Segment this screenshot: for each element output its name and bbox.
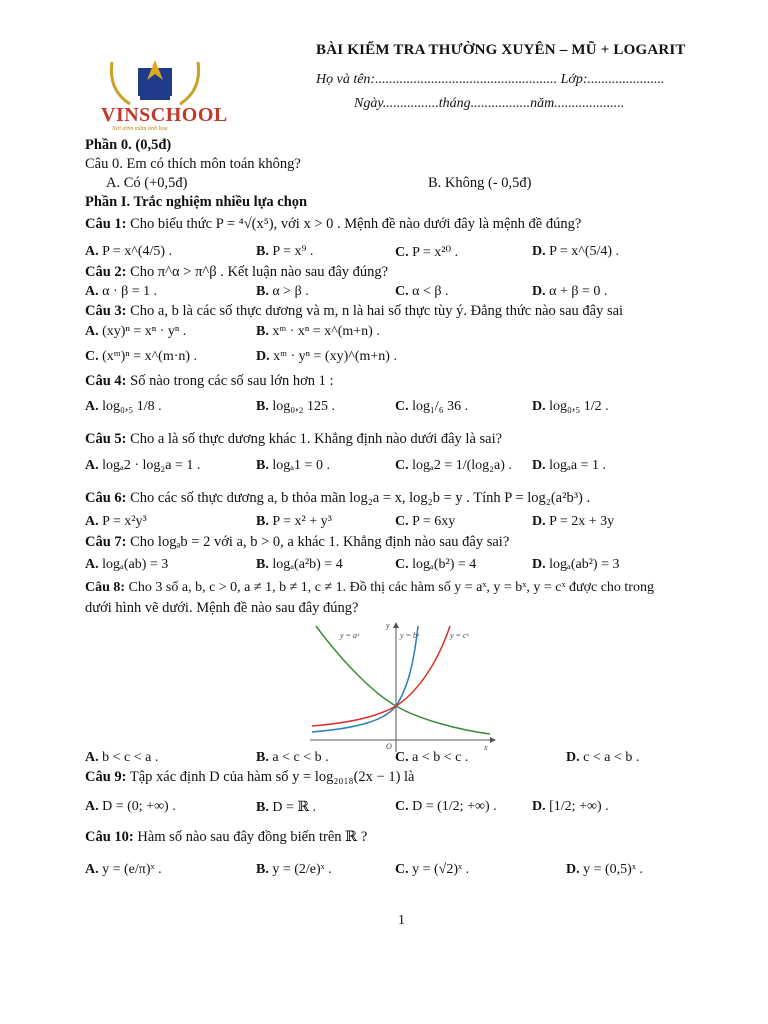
q5-option-b <box>256 458 330 474</box>
q7-option-d <box>532 557 619 573</box>
label-d: D. <box>532 514 546 529</box>
q1 <box>85 216 581 233</box>
x-axis-arrow-icon <box>490 737 496 743</box>
label-b: B. <box>256 862 269 877</box>
logo-name: VINSCHOOL <box>101 104 228 126</box>
q6-option-a <box>85 514 147 530</box>
q4-a-text: log₀,₅ 1/8 . <box>102 399 162 414</box>
q10-label: Câu 10: <box>85 829 134 845</box>
q5-label: Câu 5: <box>85 431 127 447</box>
q1-c-text: P = x²⁰ . <box>412 245 459 260</box>
date-line: Ngày................tháng.................năm.................... <box>354 96 625 111</box>
q1-text: Cho biểu thức P = ⁴√(x⁵), với x > 0 . Mệnh đề nào dưới đây là mệnh đề đúng? <box>130 216 582 232</box>
q3-option-c <box>85 349 197 365</box>
q9 <box>85 769 415 786</box>
q10-text: Hàm số nào sau đây đồng biến trên ℝ ? <box>137 829 368 845</box>
label-b: B. <box>256 514 269 529</box>
origin-label: O <box>386 742 392 751</box>
label-c: C. <box>395 750 409 765</box>
q3-option-a <box>85 324 186 340</box>
q6-option-c <box>395 514 455 530</box>
label-a: A. <box>85 399 99 414</box>
q9-label: Câu 9: <box>85 769 127 785</box>
label-a: A. <box>85 750 99 765</box>
q6 <box>85 490 590 507</box>
logo-tagline: Nơi ươm mầm tinh hoa <box>112 126 168 132</box>
q2-option-b <box>256 284 309 300</box>
label-a: A. <box>85 458 99 473</box>
q8-exponential-graph <box>310 622 496 752</box>
q10-b-text: y = (2/e)ˣ . <box>272 862 332 877</box>
label-d: D. <box>566 862 580 877</box>
q8-option-a <box>85 750 158 766</box>
label-a: A. <box>85 324 99 339</box>
q8-text: Cho 3 số a, b, c > 0, a ≠ 1, b ≠ 1, c ≠ 1. Đồ thị các hàm số y = aˣ, y = bˣ, y = cˣ được cho trong <box>128 580 654 595</box>
q0-text: Câu 0. Em có thích môn toán không? <box>85 156 301 172</box>
q1-label: Câu 1: <box>85 216 127 232</box>
q6-option-d <box>532 514 614 530</box>
q1-option-c <box>395 244 458 261</box>
name-class-line: Họ và tên:.................................................... Lớp:...................... <box>316 72 665 87</box>
page-number: 1 <box>398 913 405 928</box>
q4-d-text: log₀,₅ 1/2 . <box>549 399 609 414</box>
label-a: A. <box>85 244 99 259</box>
label-c: C. <box>395 557 409 572</box>
label-b: B. <box>256 800 269 815</box>
label-c: C. <box>395 458 409 473</box>
q7-b-text: logₐ(a²b) = 4 <box>272 557 343 572</box>
label-b: B. <box>256 399 269 414</box>
q2-text: Cho π^α > π^β . Kết luận nào sau đây đúng? <box>130 264 389 280</box>
q2-a-text: α · β = 1 . <box>102 284 158 299</box>
q1-b-text: P = x⁹ . <box>272 244 314 259</box>
q3-a-text: (xy)ⁿ = xⁿ · yⁿ . <box>102 324 187 339</box>
q10-option-d <box>566 862 643 878</box>
q5-option-d <box>532 458 606 474</box>
curve-a <box>316 626 490 734</box>
q10-c-text: y = (√2)ˣ . <box>412 862 470 877</box>
q2-b-text: α > β . <box>272 284 309 299</box>
q10-option-a <box>85 862 162 878</box>
q2-c-text: α < β . <box>412 284 449 299</box>
q8-option-c <box>395 750 468 766</box>
label-d: D. <box>532 557 546 572</box>
q2-option-d <box>532 284 607 300</box>
q9-d-text: [1/2; +∞) . <box>549 799 609 814</box>
axis-y-label: y <box>386 622 390 630</box>
label-a: A. <box>85 557 99 572</box>
q1-option-a <box>85 244 172 260</box>
q7-option-a <box>85 557 168 573</box>
q7-label: Câu 7: <box>85 534 127 550</box>
label-b-curve: y = bˣ <box>400 631 420 640</box>
q5-text: Cho a là số thực dương khác 1. Khẳng định nào dưới đây là sai? <box>130 431 503 447</box>
q10 <box>85 829 367 846</box>
q2-option-a <box>85 284 157 300</box>
q4-text: Số nào trong các số sau lớn hơn 1 : <box>130 373 334 389</box>
q3 <box>85 303 623 320</box>
label-c-curve: y = cˣ <box>450 631 469 640</box>
label-b: B. <box>256 750 269 765</box>
label-d: D. <box>532 284 546 299</box>
q8-text-2: dưới hình vẽ dưới. Mệnh đề nào sau đây đúng? <box>85 600 359 616</box>
q8-d-text: c < a < b . <box>583 750 640 765</box>
label-b: B. <box>256 324 269 339</box>
q6-text: Cho các số thực dương a, b thỏa mãn log₂a = x, log₂b = y . Tính P = log₂(a²b³) . <box>130 490 591 506</box>
label-d: D. <box>532 399 546 414</box>
q10-a-text: y = (e/π)ˣ . <box>102 862 162 877</box>
label-b: B. <box>256 458 269 473</box>
label-a-curve: y = aˣ <box>340 631 360 640</box>
q8-option-b <box>256 750 329 766</box>
q10-d-text: y = (0,5)ˣ . <box>583 862 643 877</box>
q9-option-a <box>85 799 176 815</box>
label-c: C. <box>395 799 409 814</box>
q3-option-d <box>256 349 397 365</box>
q9-c-text: D = (1/2; +∞) . <box>412 799 497 814</box>
q9-option-d <box>532 799 609 815</box>
label-b: B. <box>256 244 269 259</box>
q1-option-b <box>256 244 313 260</box>
q7-c-text: logₐ(b²) = 4 <box>412 557 477 572</box>
label-a: A. <box>85 514 99 529</box>
q1-a-text: P = x^(4/5) . <box>102 244 173 259</box>
curve-c <box>312 626 450 726</box>
q2-d-text: α + β = 0 . <box>549 284 608 299</box>
label-c: C. <box>395 245 409 260</box>
q8-option-d <box>566 750 639 766</box>
q5-option-a <box>85 458 200 474</box>
q8-c-text: a < b < c . <box>412 750 469 765</box>
q4 <box>85 373 334 390</box>
label-a: A. <box>85 799 99 814</box>
label-b: B. <box>256 284 269 299</box>
label-d: D. <box>256 349 270 364</box>
q6-c-text: P = 6xy <box>412 514 456 529</box>
q4-option-a <box>85 399 162 415</box>
label-d: D. <box>532 244 546 259</box>
q6-label: Câu 6: <box>85 490 127 506</box>
q9-option-c <box>395 799 497 815</box>
label-c: C. <box>85 349 99 364</box>
q7-option-c <box>395 557 476 573</box>
q3-text: Cho a, b là các số thực dương và m, n là hai số thực tùy ý. Đẳng thức nào sau đây sai <box>130 303 624 319</box>
label-d: D. <box>566 750 580 765</box>
label-c: C. <box>395 514 409 529</box>
q9-b-text: D = ℝ . <box>272 800 316 815</box>
part1-heading: Phần I. Trắc nghiệm nhiều lựa chọn <box>85 194 308 210</box>
part0-heading: Phần 0. (0,5đ) <box>85 137 172 153</box>
q8 <box>85 580 654 596</box>
q5-a-text: logₐ2 · log₂a = 1 . <box>102 458 201 473</box>
q1-option-d <box>532 244 619 260</box>
label-d: D. <box>532 799 546 814</box>
q4-option-c <box>395 399 468 415</box>
q5-d-text: logₐa = 1 . <box>549 458 606 473</box>
q4-option-b <box>256 399 335 415</box>
q9-text: Tập xác định D của hàm số y = log₂₀₁₈(2x − 1) là <box>129 769 415 785</box>
q3-label: Câu 3: <box>85 303 127 319</box>
label-a: A. <box>85 284 99 299</box>
q0-option-b: B. Không (- 0,5đ) <box>428 175 532 191</box>
q3-b-text: xᵐ · xⁿ = x^(m+n) . <box>272 324 380 339</box>
label-b: B. <box>256 557 269 572</box>
q6-d-text: P = 2x + 3y <box>549 514 615 529</box>
q5-b-text: logₐ1 = 0 . <box>272 458 330 473</box>
q2-option-c <box>395 284 448 300</box>
page-title: BÀI KIỂM TRA THƯỜNG XUYÊN – MŨ + LOGARIT <box>316 42 686 58</box>
q6-b-text: P = x² + y³ <box>272 514 332 529</box>
q4-c-text: log₁/₆ 36 . <box>412 399 469 414</box>
q10-option-c <box>395 862 469 878</box>
label-a: A. <box>85 862 99 877</box>
label-c: C. <box>395 862 409 877</box>
q5-option-c <box>395 458 512 474</box>
q1-d-text: P = x^(5/4) . <box>549 244 620 259</box>
label-d: D. <box>532 458 546 473</box>
q0-option-a: A. Có (+0,5đ) <box>106 175 188 191</box>
q9-option-b <box>256 799 316 816</box>
school-logo-icon <box>100 50 210 108</box>
q5-c-text: logₐ2 = 1/(log₂a) . <box>412 458 512 473</box>
q4-option-d <box>532 399 609 415</box>
q7-d-text: logₐ(ab²) = 3 <box>549 557 620 572</box>
q4-b-text: log₀,₂ 125 . <box>272 399 335 414</box>
label-c: C. <box>395 284 409 299</box>
q4-label: Câu 4: <box>85 373 127 389</box>
q3-d-text: xᵐ · yⁿ = (xy)^(m+n) . <box>273 349 397 364</box>
q6-a-text: P = x²y³ <box>102 514 147 529</box>
q2 <box>85 264 388 281</box>
q7-text: Cho logₐb = 2 với a, b > 0, a khác 1. Khẳng định nào sau đây sai? <box>130 534 510 550</box>
q2-label: Câu 2: <box>85 264 127 280</box>
q7-a-text: logₐ(ab) = 3 <box>102 557 169 572</box>
q6-option-b <box>256 514 332 530</box>
q3-option-b <box>256 324 380 340</box>
q7-option-b <box>256 557 343 573</box>
q9-a-text: D = (0; +∞) . <box>102 799 176 814</box>
q5 <box>85 431 502 448</box>
y-axis-arrow-icon <box>393 622 399 628</box>
q3-c-text: (xᵐ)ⁿ = x^(m·n) . <box>102 349 198 364</box>
label-c: C. <box>395 399 409 414</box>
q8-b-text: a < c < b . <box>272 750 329 765</box>
axis-x-label: x <box>484 743 488 752</box>
q10-option-b <box>256 862 332 878</box>
q7 <box>85 534 509 551</box>
q8-label: Câu 8: <box>85 580 126 595</box>
q8-a-text: b < c < a . <box>102 750 159 765</box>
